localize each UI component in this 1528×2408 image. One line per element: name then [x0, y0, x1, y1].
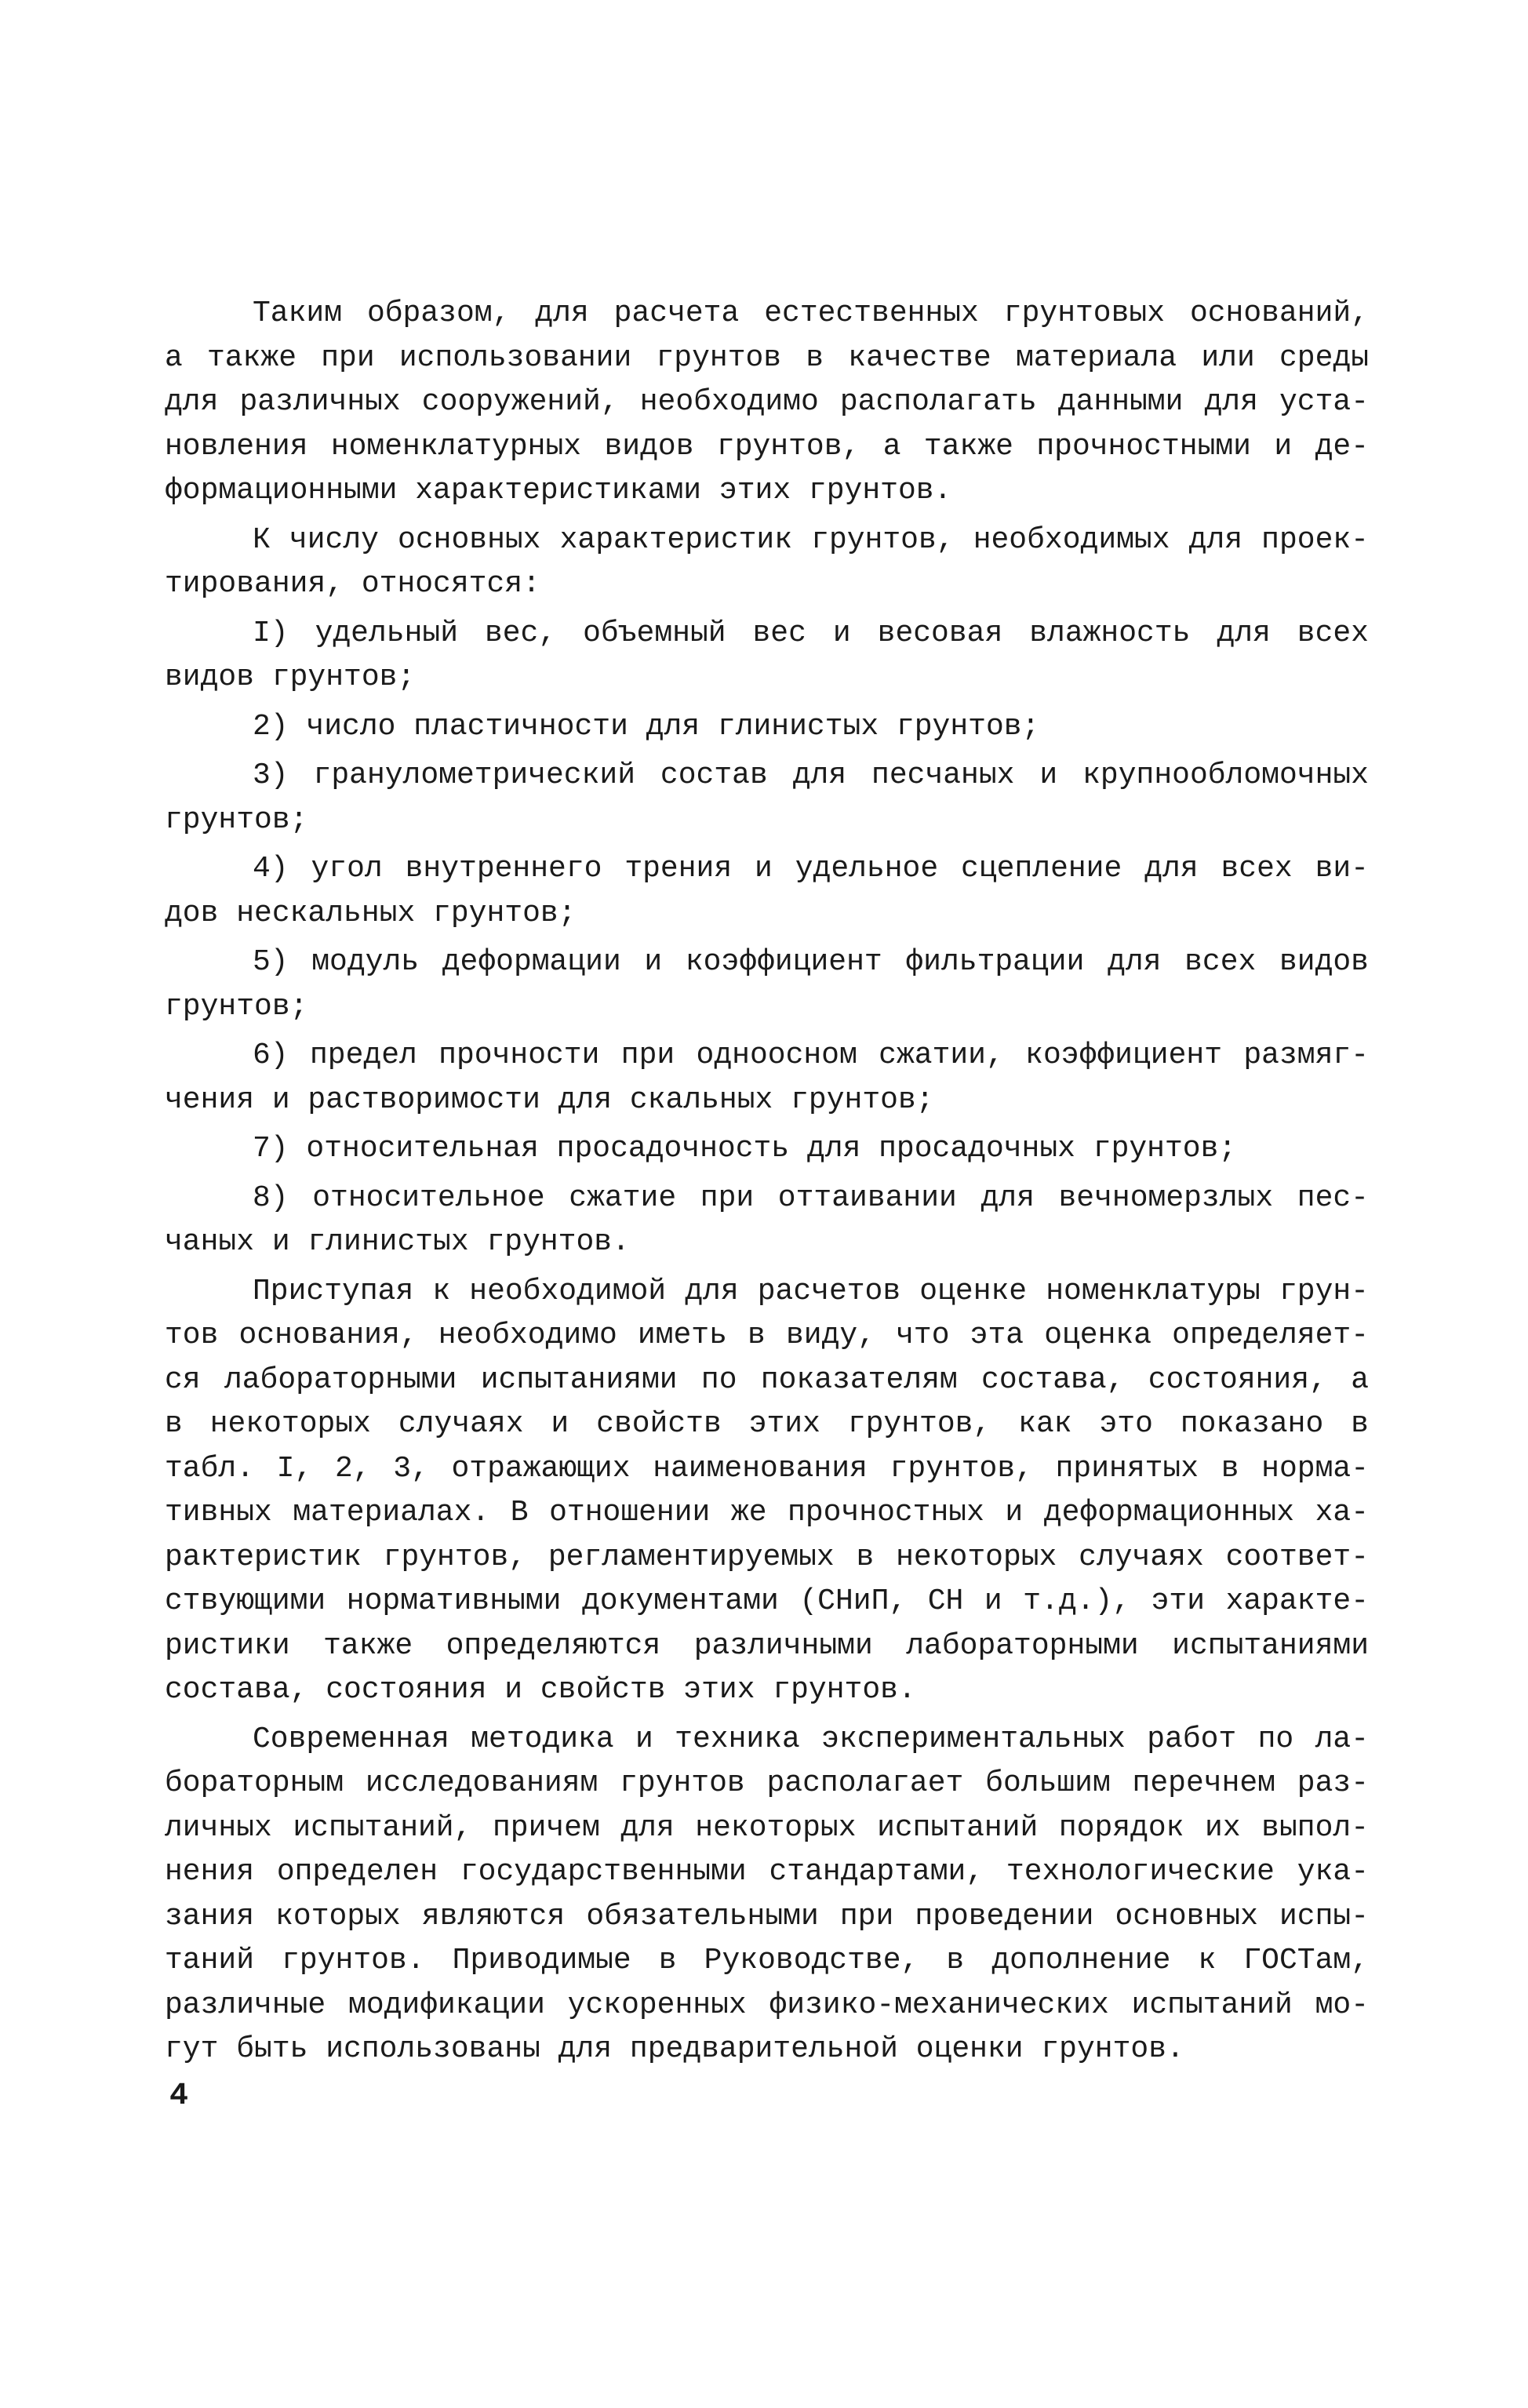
text-line: тирования, относятся: — [165, 567, 540, 601]
text-line: различные модификации ускоренных физико-механических испытаний мо- — [165, 1988, 1369, 2022]
text-line: гут быть использованы для предварительной оценки грунтов. — [165, 2032, 1184, 2066]
text-line: ствующими нормативными документами (СНиП, СН и т.д.), эти характе- — [165, 1584, 1369, 1618]
text-line: 5) модуль деформации и коэффициент фильтрации для всех видов — [253, 945, 1369, 979]
text-line: зания которых являются обязательными при проведении основных испы- — [165, 1899, 1369, 1933]
text-line: тивных материалах. В отношении же прочностных и деформационных ха- — [165, 1496, 1369, 1530]
paragraph — [165, 1270, 1369, 1713]
text-line: чения и растворимости для скальных грунтов; — [165, 1082, 934, 1117]
paragraph — [165, 1127, 1369, 1172]
text-line: нения определен государственными стандартами, технологические ука- — [165, 1855, 1369, 1889]
text-line: видов грунтов; — [165, 660, 416, 694]
text-line: 7) относительная просадочность для просадочных грунтов; — [253, 1132, 1237, 1166]
text-line: тов основания, необходимо иметь в виду, что эта оценка определяет- — [165, 1319, 1369, 1352]
text-line: а также при использовании грунтов в качестве материала или среды — [165, 340, 1369, 375]
text-line: ристики также определяются различными лабораторными испытаниями — [165, 1628, 1369, 1663]
text-line: рактеристик грунтов, регламентируемых в некоторых случаях соответ- — [165, 1540, 1369, 1574]
document-body — [165, 292, 1369, 2077]
text-line: 2) число пластичности для глинистых грунтов; — [253, 709, 1040, 744]
text-line: ся лабораторными испытаниями по показателям состава, состояния, а — [165, 1362, 1369, 1397]
paragraph — [165, 518, 1369, 607]
text-line: грунтов; — [165, 989, 308, 1024]
text-line: 6) предел прочности при одноосном сжатии, коэффициент размяг- — [253, 1038, 1369, 1072]
text-line: I) удельный вес, объемный вес и весовая влажность для всех — [253, 616, 1369, 650]
text-line: новления номенклатурных видов грунтов, а также прочностными и де- — [165, 429, 1369, 464]
paragraph — [165, 1718, 1369, 2072]
text-line: бораторным исследованиям грунтов располагает большим перечнем раз- — [165, 1766, 1369, 1800]
text-line: Таким образом, для расчета естественных грунтовых оснований, — [253, 296, 1369, 330]
paragraph — [165, 940, 1369, 1029]
text-line: состава, состояния и свойств этих грунтов. — [165, 1673, 916, 1707]
text-line: чаных и глинистых грунтов. — [165, 1225, 630, 1259]
paragraph — [165, 1034, 1369, 1122]
text-line: таний грунтов. Приводимые в Руководстве, в дополнение к ГОСТам, — [165, 1944, 1369, 1977]
text-line: в некоторых случаях и свойств этих грунтов, как это показано в — [165, 1407, 1369, 1441]
text-line: личных испытаний, причем для некоторых испытаний порядок их выпол- — [165, 1810, 1369, 1845]
text-line: 3) гранулометрический состав для песчаных и крупнообломочных — [253, 758, 1369, 792]
text-line: К числу основных характеристик грунтов, необходимых для проек- — [253, 522, 1369, 557]
page-number: 4 — [169, 2079, 189, 2114]
paragraph — [165, 612, 1369, 700]
text-line: Приступая к необходимой для расчетов оценке номенклатуры грун- — [253, 1274, 1369, 1308]
text-line: формационными характеристиками этих грунтов. — [165, 474, 952, 507]
text-line: табл. I, 2, 3, отражающих наименования грунтов, принятых в норма- — [165, 1451, 1369, 1486]
paragraph — [165, 1177, 1369, 1265]
text-line: грунтов; — [165, 802, 308, 837]
paragraph — [165, 847, 1369, 936]
text-line: 8) относительное сжатие при оттаивании для вечномерзлых пес- — [253, 1180, 1369, 1215]
text-line: 4) угол внутреннего трения и удельное сцепление для всех ви- — [253, 852, 1369, 886]
text-line: дов нескальных грунтов; — [165, 896, 577, 930]
text-line: Современная методика и техника экспериментальных работ по ла- — [253, 1722, 1369, 1756]
text-line: для различных сооружений, необходимо располагать данными для уста- — [165, 385, 1369, 419]
paragraph — [165, 292, 1369, 514]
paragraph — [165, 754, 1369, 842]
paragraph — [165, 705, 1369, 750]
